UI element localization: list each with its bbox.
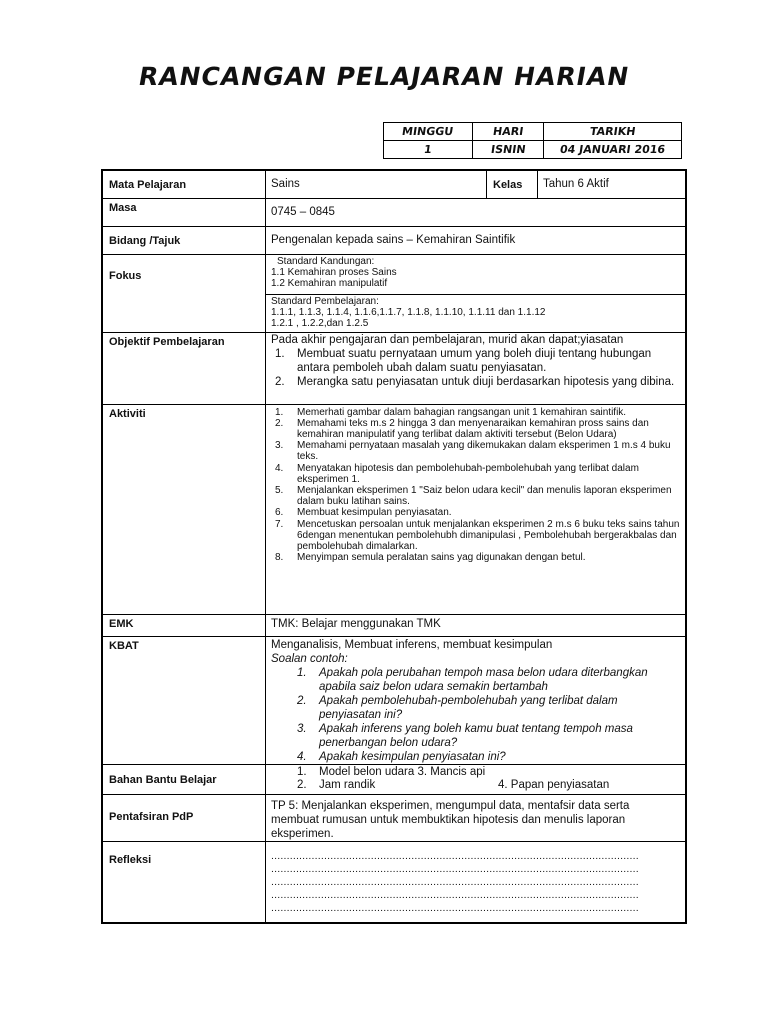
bahan-item: 1. Model belon udara 3. Mancis api xyxy=(297,765,486,778)
aktiviti-item: 1. Memerhati gambar dalam bahagian rangsangan unit 1 kemahiran saintifik. xyxy=(275,406,627,418)
value-minggu: 1 xyxy=(384,141,473,159)
row-emk xyxy=(102,614,686,636)
sk-line: 1.2 Kemahiran manipulatif xyxy=(271,277,388,289)
date-box xyxy=(383,122,682,159)
label-bidang: Bidang /Tajuk xyxy=(102,226,266,254)
sk-title: Standard Kandungan: xyxy=(277,255,375,267)
aktiviti-item: 8. Menyimpan semula peralatan sains yag digunakan dengan betul. xyxy=(275,552,586,564)
value-masa: 0745 – 0845 xyxy=(266,198,687,226)
refleksi-line: ...................................................................................................................... xyxy=(271,888,639,901)
value-bidang: Pengenalan kepada sains – Kemahiran Saintifik xyxy=(266,226,687,254)
row-bidang xyxy=(102,226,686,254)
refleksi-line: ...................................................................................................................... xyxy=(271,875,639,888)
label-bahan: Bahan Bantu Belajar xyxy=(102,764,266,794)
objektif-item: 2. Merangka satu penyiasatan untuk diuji berdasarkan hipotesis yang dibina. xyxy=(275,375,675,388)
row-kbat xyxy=(102,636,686,764)
value-hari: ISNIN xyxy=(473,141,544,159)
value-bahan xyxy=(266,764,687,794)
value-pentaksiran: TP 5: Menjalankan eksperimen, mengumpul data, mentafsir data serta membuat rumusan untuk membuktikan hipotesis dan menulis laporan eksperimen. xyxy=(266,794,687,841)
header-hari: HARI xyxy=(473,123,544,141)
label-masa: Masa xyxy=(102,198,266,226)
objektif-intro: Pada akhir pengajaran dan pembelajaran, murid akan dapat;yiasatan xyxy=(271,333,624,346)
label-kelas: Kelas xyxy=(487,170,538,198)
label-refleksi: Refleksi xyxy=(102,841,266,923)
sk-line: 1.1 Kemahiran proses Sains xyxy=(271,266,397,278)
aktiviti-item: 6. Membuat kesimpulan penyiasatan. xyxy=(275,507,452,519)
objektif-item: 1. Membuat suatu pernyataan umum yang boleh diuji tentang hubungan antara pemboleh ubah dalam suatu penyiasatan. xyxy=(275,347,652,374)
refleksi-line: ...................................................................................................................... xyxy=(271,901,639,914)
kbat-question: 2. Apakah pembolehubah-pembolehubah yang terlibat dalam penyiasatan ini? xyxy=(297,694,618,721)
sp-line: 1.2.1 , 1.2.2,dan 1.2.5 xyxy=(271,317,369,329)
sp-line: 1.1.1, 1.1.3, 1.1.4, 1.1.6,1.1.7, 1.1.8, 1.1.10, 1.1.11 dan 1.1.12 xyxy=(271,306,546,318)
aktiviti-item: 7. Mencetuskan persoalan untuk menjalankan eksperimen 2 m.s 6 buku teks sains tahun 6dengan menentukan pembolehubh dimanipulasi , Pembolehubah bergerakbalas dan pembolehubah dimalarkan. xyxy=(275,518,680,552)
value-aktiviti xyxy=(266,404,687,614)
kbat-subtitle: Soalan contoh: xyxy=(271,652,348,665)
row-refleksi xyxy=(102,841,686,923)
label-objektif: Objektif Pembelajaran xyxy=(102,332,266,404)
kbat-question: 3. Apakah inferens yang boleh kamu buat tentang tempoh masa penerbangan belon udara? xyxy=(297,722,633,749)
kbat-line: Menganalisis, Membuat inferens, membuat kesimpulan xyxy=(271,638,553,651)
page-title: RANCANGAN PELAJARAN HARIAN xyxy=(136,62,632,91)
row-mata-pelajaran xyxy=(102,170,686,198)
label-mata-pelajaran: Mata Pelajaran xyxy=(102,170,266,198)
lesson-plan-table xyxy=(101,169,687,924)
kbat-question: 1. Apakah pola perubahan tempoh masa belon udara diterbangkan apabila saiz belon udara semakin bertambah xyxy=(297,666,648,693)
value-objektif xyxy=(266,332,687,404)
row-bahan xyxy=(102,764,686,794)
value-kelas: Tahun 6 Aktif xyxy=(538,170,687,198)
label-pentaksiran: Pentafsiran PdP xyxy=(102,794,266,841)
bahan-item-4: 4. Papan penyiasatan xyxy=(498,778,610,791)
value-tarikh: 04 JANUARI 2016 xyxy=(544,141,682,159)
refleksi-line: ...................................................................................................................... xyxy=(271,849,639,862)
row-fokus-sk xyxy=(102,254,686,294)
row-pentaksiran xyxy=(102,794,686,841)
header-minggu: MINGGU xyxy=(384,123,473,141)
value-kbat xyxy=(266,636,687,764)
bahan-item: 2. Jam randik xyxy=(297,778,376,791)
header-tarikh: TARIKH xyxy=(544,123,682,141)
value-refleksi xyxy=(266,841,687,923)
value-standard-pembelajaran xyxy=(266,294,687,332)
refleksi-line: ...................................................................................................................... xyxy=(271,862,639,875)
aktiviti-item: 5. Menjalankan eksperimen 1 "Saiz belon udara kecil" dan menulis laporan eksperimen dalam buku latihan sains. xyxy=(275,484,672,508)
label-emk: EMK xyxy=(102,614,266,636)
aktiviti-item: 2. Memahami teks m.s 2 hingga 3 dan menyenaraikan kemahiran pross sains dan kemahiran manipulatif yang terlibat dalam aktiviti tersebut (Belon Udara) xyxy=(275,417,649,440)
label-kbat: KBAT xyxy=(102,636,266,764)
row-aktiviti xyxy=(102,404,686,614)
value-emk: TMK: Belajar menggunakan TMK xyxy=(266,614,687,636)
aktiviti-item: 4. Menyatakan hipotesis dan pembolehubah-pembolehubah yang terlibat dalam eksperimen 1. xyxy=(275,462,639,485)
label-fokus: Fokus xyxy=(102,254,266,332)
value-mata-pelajaran: Sains xyxy=(266,170,487,198)
aktiviti-item: 3. Memahami pernyataan masalah yang dikemukakan dalam eksperimen 1 m.s 4 buku teks. xyxy=(275,440,671,463)
sp-title: Standard Pembelajaran: xyxy=(271,295,379,307)
row-objektif xyxy=(102,332,686,404)
row-masa xyxy=(102,198,686,226)
kbat-question: 4. Apakah kesimpulan penyiasatan ini? xyxy=(297,750,506,763)
label-aktiviti: Aktiviti xyxy=(102,404,266,614)
value-standard-kandungan xyxy=(266,254,687,294)
